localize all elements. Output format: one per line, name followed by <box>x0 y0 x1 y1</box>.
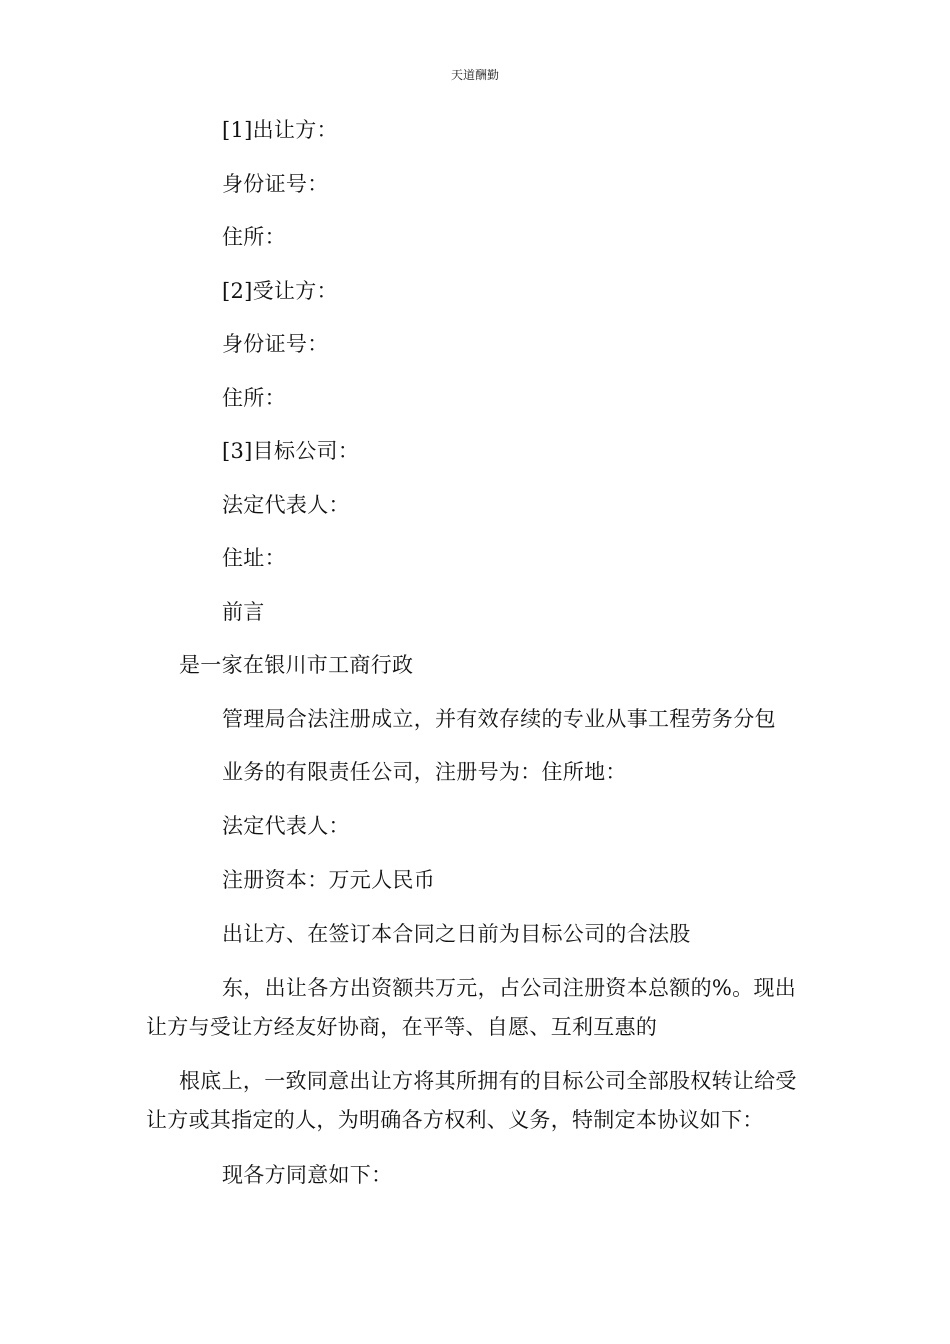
transferor-label: [1]出让方： <box>222 118 338 142</box>
transferor-address-label: 住所： <box>222 225 286 249</box>
transferee-label: [2]受让方： <box>222 279 338 303</box>
legal-representative-label: 法定代表人： <box>222 493 350 517</box>
agreement-line-2: 让方或其指定的人，为明确各方权利、义务，特制定本协议如下： <box>146 1108 764 1132</box>
preface-legal-rep: 法定代表人： <box>222 814 350 838</box>
transferee-address-label: 住所： <box>222 386 286 410</box>
target-company-label: [3]目标公司： <box>222 439 360 463</box>
shareholder-line-3: 让方与受让方经友好协商，在平等、自愿、互利互惠的 <box>146 1015 658 1039</box>
preface-heading: 前言 <box>222 600 265 624</box>
transferor-id-label: 身份证号： <box>222 172 329 196</box>
registered-capital: 注册资本：万元人民币 <box>222 868 435 892</box>
preface-line-1: 是一家在银川市工商行政 <box>179 653 414 677</box>
preface-line-3: 业务的有限责任公司，注册号为：住所地： <box>222 760 627 784</box>
shareholder-line-2: 东，出让各方出资额共万元，占公司注册资本总额的%。现出 <box>222 976 797 1000</box>
preface-line-2: 管理局合法注册成立，并有效存续的专业从事工程劳务分包 <box>222 707 776 731</box>
shareholder-line-1: 出让方、在签订本合同之日前为目标公司的合法股 <box>222 922 691 946</box>
parties-agree-line: 现各方同意如下： <box>222 1163 393 1187</box>
agreement-line-1: 根底上，一致同意出让方将其所拥有的目标公司全部股权转让给受 <box>179 1069 797 1093</box>
page-header: 天道酬勤 <box>450 68 499 82</box>
transferee-id-label: 身份证号： <box>222 332 329 356</box>
company-address-label: 住址： <box>222 546 286 570</box>
